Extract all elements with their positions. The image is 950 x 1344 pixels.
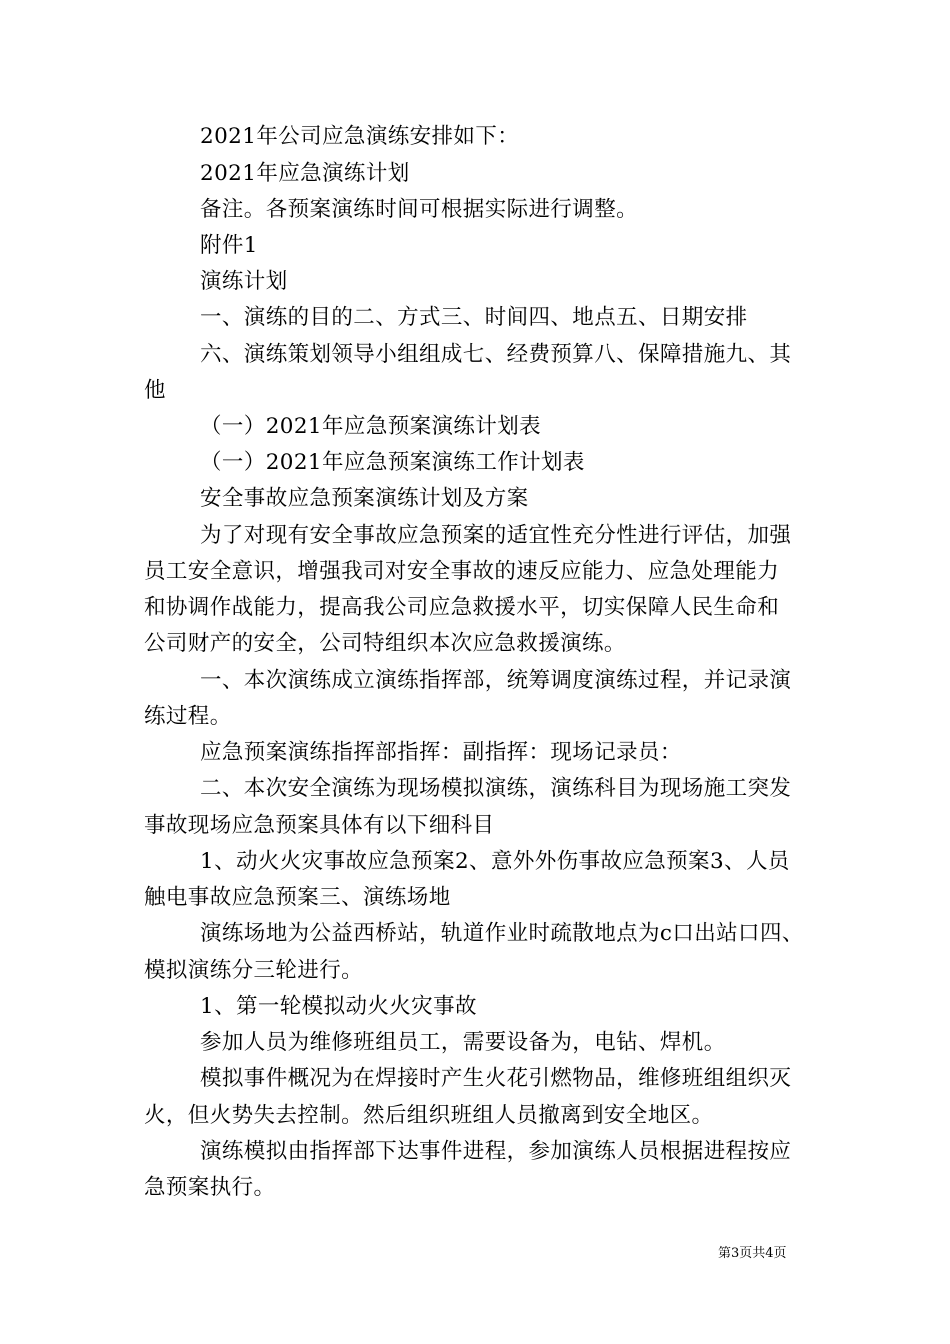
- text-line: （一）2021年应急预案演练工作计划表: [200, 450, 585, 475]
- text-line: 演练计划: [200, 269, 288, 294]
- text-line: 2021年公司应急演练安排如下：: [200, 124, 520, 149]
- text-line: 触电事故应急预案三、演练场地: [144, 885, 451, 910]
- text-line: 火，但火势失去控制。然后组织班组人员撤离到安全地区。: [144, 1103, 714, 1128]
- text-line: 一、本次演练成立演练指挥部，统筹调度演练过程，并记录演: [200, 668, 792, 693]
- text-line: 1、动火火灾事故应急预案2、意外外伤事故应急预案3、人员: [200, 849, 790, 874]
- text-line: 一、演练的目的二、方式三、时间四、地点五、日期安排: [200, 305, 748, 330]
- text-line: 安全事故应急预案演练计划及方案: [200, 486, 529, 511]
- page-number: 第3页共4页: [718, 1246, 787, 1261]
- text-line: 附件1: [200, 233, 258, 258]
- text-line: 参加人员为维修班组员工，需要设备为，电钻、焊机。: [200, 1030, 726, 1055]
- text-line: 演练场地为公益西桥站，轨道作业时疏散地点为c口出站口四、: [200, 921, 804, 946]
- text-line: 1、第一轮模拟动火火灾事故: [200, 994, 477, 1019]
- text-line: 应急预案演练指挥部指挥：副指挥：现场记录员：: [200, 740, 682, 765]
- text-line: 备注。各预案演练时间可根据实际进行调整。: [200, 197, 639, 222]
- text-line: 公司财产的安全，公司特组织本次应急救援演练。: [144, 631, 626, 656]
- text-line: 演练模拟由指挥部下达事件进程，参加演练人员根据进程按应: [200, 1139, 792, 1164]
- text-line: 模拟演练分三轮进行。: [144, 958, 364, 983]
- text-line: 他: [144, 378, 166, 403]
- text-line: 和协调作战能力，提高我公司应急救援水平，切实保障人民生命和: [144, 595, 780, 620]
- text-line: 2021年应急演练计划: [200, 161, 410, 186]
- text-line: 为了对现有安全事故应急预案的适宜性充分性进行评估，加强: [200, 523, 792, 548]
- text-line: （一）2021年应急预案演练计划表: [200, 414, 542, 439]
- text-line: 急预案执行。: [144, 1175, 276, 1200]
- text-line: 事故现场应急预案具体有以下细科目: [144, 813, 495, 838]
- text-line: 六、演练策划领导小组组成七、经费预算八、保障措施九、其: [200, 342, 792, 367]
- text-line: 模拟事件概况为在焊接时产生火花引燃物品，维修班组组织灭: [200, 1066, 792, 1091]
- text-line: 练过程。: [144, 704, 232, 729]
- text-line: 二、本次安全演练为现场模拟演练，演练科目为现场施工突发: [200, 776, 792, 801]
- text-line: 员工安全意识，增强我司对安全事故的速反应能力、应急处理能力: [144, 559, 780, 584]
